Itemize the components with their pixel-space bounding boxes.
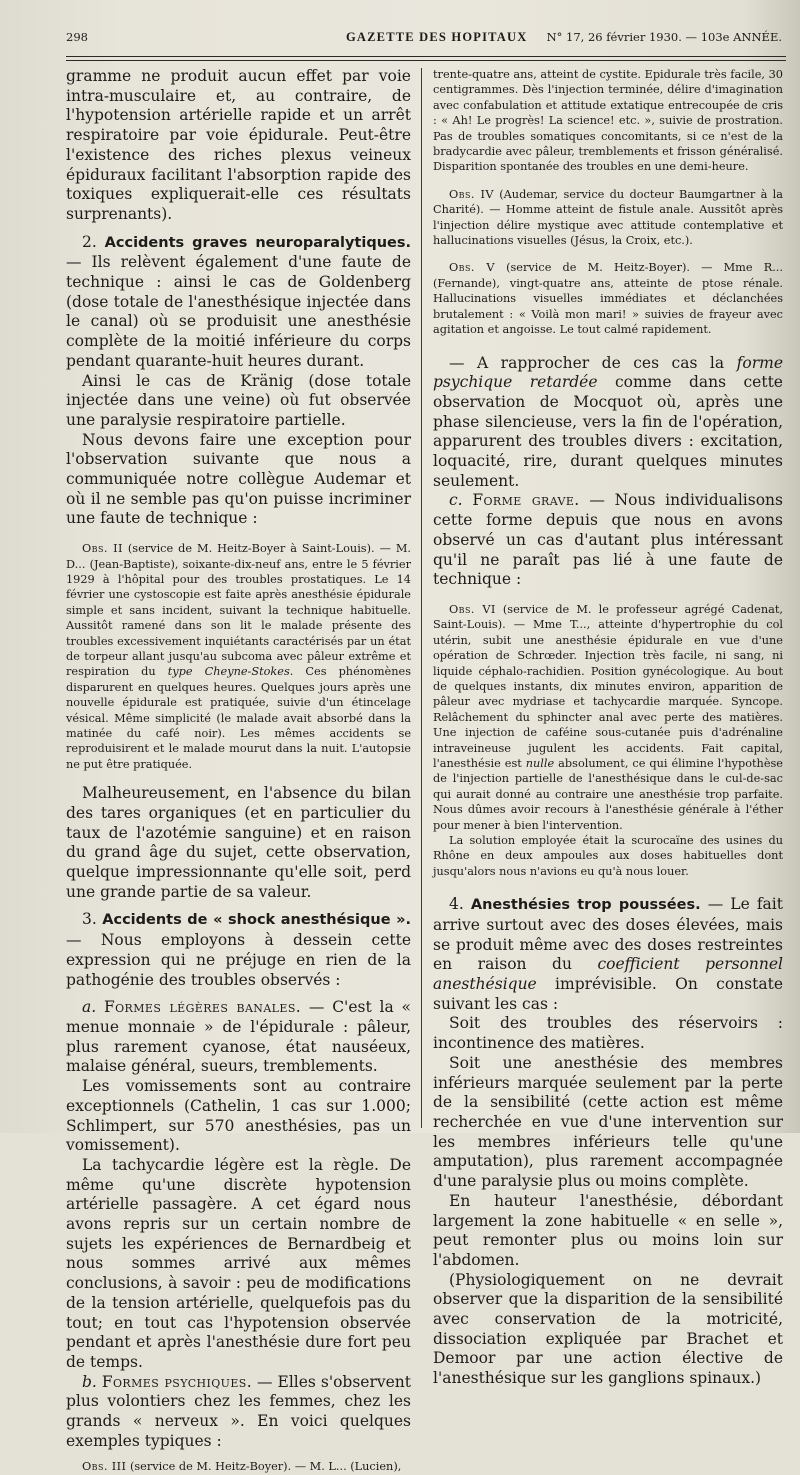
section-heading: Accidents de « shock anesthésique ». (102, 912, 411, 929)
paragraph-text: — Nous individualisons cette forme depuis que nous en avons observé un cas d'autant plus intéressant qu'il ne paraît pas lié à une faute de technique : (433, 491, 783, 589)
column-divider (421, 68, 422, 1128)
observation-text: absolument, ce qui élimine l'hypothèse de l'injection partielle de l'anesthésique dans le cul-de-sac qui aurait donné au contraire une anesthésie trop parfaite. Nous dûmes avoir recours à l'anesthésie générale à l'éther pour mener à bien l'intervention. (433, 757, 783, 832)
paragraph: La tachycardie légère est la règle. De même qu'une discrète hypotension artérielle passagère. A cet égard nous avons repris sur un certain nombre de sujets les expériences de Bernardbeig et nous sommes arrivé aux mêmes conclusions, à savoir : peu de modifications de la tension artérielle, quelquefois pas du tout; en tout cas l'hypotension observée pendant et après l'anesthésie dure fort peu de temps. (66, 1155, 411, 1371)
paragraph-text: — Nous employons à dessein cette expression qui ne préjuge en rien de la pathogénie des troubles observés : (66, 931, 411, 989)
issue-info: N° 17, 26 février 1930. — 103e ANNÉE. (546, 30, 782, 44)
italic-text: coefficient personnel anesthésique (433, 955, 783, 994)
section-3 (66, 910, 411, 990)
observation-text: (service de M. Heitz-Boyer à Saint-Louis). — M. D... (Jean-Baptiste), soixante-dix-neuf ans, entre le 5 février 1929 à l'hôpital pour des troubles prostatiques. Le 14 février une cystoscopie est faite après anesthésie épidurale simple et sans incident, suivant la technique habituelle. Aussitôt ramené dans son lit le malade présente des troubles excessivement inquiétants caractérisés par un état de torpeur allant jusqu'au subcoma avec pâleur extrême et respiration du (66, 542, 412, 679)
page-number: 298 (66, 30, 88, 44)
subsection-letter: b. (82, 1372, 102, 1391)
subsection-heading: Forme grave. (472, 491, 580, 510)
paragraph-text: comme dans cette observation de Mocquot où, après une phase silencieuse, vers la fin de l'opération, apparurent des troubles divers : excitation, loquacité, rire, durant quelques minutes seulement. (433, 373, 783, 490)
paragraph-text: — Le fait arrive surtout avec des doses élevées, mais se produit même avec des doses restreintes en raison du (433, 895, 783, 974)
page-header (66, 30, 784, 56)
observation-label: Obs. VI (449, 602, 496, 616)
subsection-a (66, 998, 411, 1077)
paragraph-text: imprévisible. On constate suivant les cas : (433, 975, 783, 1013)
observation-6-note: La solution employée était la scurocaïne des usines du Rhône en deux ampoules aux doses habituelles dont jusqu'alors nous n'avions eu qu'à nous louer. (433, 834, 783, 878)
italic-text: type Cheyne-Stokes (167, 665, 290, 679)
subsection-heading: Formes légères banales. (103, 998, 302, 1017)
observation-2 (66, 541, 411, 772)
paragraph: (Physiologiquement on ne devrait observer que la disparition de la sensibilité avec conservation de la motricité, dissociation expliquée par Brachet et Demoor par une action élective de l'anesthésique sur les ganglions spinaux.) (433, 1270, 783, 1388)
left-column (66, 67, 411, 1475)
observation-label: Obs. V (449, 261, 495, 275)
paragraph-text: — Ils relèvent également d'une faute de technique : ainsi le cas de Goldenberg (dose totale de l'anesthésique injectée dans le canal) où se produisit une anesthésie complète de la moitié inférieure du corps pendant quarante-huit heures durant. (66, 253, 411, 370)
observation-text: (Audemar, service du docteur Baumgartner à la Charité). — Homme atteint de fistule anale. Aussitôt après l'injection délire mystique avec attitude contemplative et hallucinations visuelles (Jésus, la Croix, etc.). (433, 187, 783, 248)
section-number: 2. (82, 232, 105, 251)
paragraph: gramme ne produit aucun effet par voie intra-musculaire et, au contraire, de l'hypotension artérielle rapide et un arrêt respiratoire par voie épidurale. Peut-être l'existence des riches plexus veineux épiduraux facilitant l'absorption rapide des toxiques expliquerait-elle ces résultats surprenants). (66, 67, 411, 223)
section-4 (433, 895, 783, 1014)
section-heading: Anesthésies trop poussées. (470, 897, 701, 914)
paragraph: Ainsi le cas de Kränig (dose totale injectée dans une veine) où fut observée une paralysie respiratoire partielle. (66, 371, 411, 429)
journal-title: GAZETTE DES HOPITAUX (346, 30, 528, 44)
observation-text: . Ces phénomènes disparurent en quelques heures. Quelques jours après une nouvelle épidurale est pratiquée, suivie d'un étincelage vésical. Même simplicité (le malade avait absorbé dans la matinée du café noir). Les mêmes accidents se reproduisirent et le malade mourut dans la nuit. L'autopsie ne put être pratiquée. (66, 665, 411, 771)
paragraph-text: — A rapprocher de ces cas la (449, 353, 737, 372)
observation-label: Obs. IV (449, 187, 494, 201)
section-2 (66, 233, 411, 372)
paragraph (433, 354, 783, 492)
observation-6 (433, 602, 783, 833)
paragraph: Les vomissements sont au contraire exceptionnels (Cathelin, 1 cas sur 1.000; Schlimpert, sur 570 anesthésies, pas un vomissement). (66, 1077, 411, 1155)
paragraph-text: — Elles s'observent plus volontiers chez les femmes, chez les grands « nerveux ». En voici quelques exemples typiques : (66, 1372, 412, 1450)
observation-5 (433, 260, 783, 337)
paragraph: Soit des troubles des réservoirs : incontinence des matières. (433, 1014, 783, 1053)
observation-4 (433, 187, 783, 249)
observation-text: (service de M. le professeur agrégé Cadenat, Saint-Louis). — Mme T..., atteinte d'hypertrophie du col utérin, subit une anesthésie épidurale en vue d'une opération de Schrœder. Injection très facile, ni sang, ni liquide céphalo-rachidien. Position gynécologique. Au bout de quelques instants, dix minutes environ, apparition de pâleur avec mydriase et tachycardie marquée. Syncope. Relâchement du sphincter anal avec perte des matières. Une injection de caféine sous-cutanée puis d'adrénaline intraveineuse jugulent les accidents. Fait capital, l'anesthésie est (433, 602, 783, 770)
paragraph-text: — C'est la « menue monnaie » de l'épidurale : pâleur, plus rarement cyanose, état nauséeux, malaise général, sueurs, tremblements. (66, 998, 411, 1076)
observation-text: (service de M. Heitz-Boyer). — Mme R... (Fernande), vingt-quatre ans, atteinte de ptose rénale. Hallucinations visuelles immédiates et déclanchées brutalement : « Voilà mon mari! » suivies de frayeur avec agitation et angoisse. Le tout calmé rapidement. (433, 261, 783, 337)
subsection-letter: c. (449, 491, 473, 510)
paragraph: Soit une anesthésie des membres inférieurs marquée seulement par la perte de la sensibilité (cette action est même recherchée en vue d'une intervention sur les membres inférieurs telle qu'une amputation), plus rarement accompagnée d'une paralysie plus ou moins complète. (433, 1053, 783, 1191)
paragraph: Malheureusement, en l'absence du bilan des tares organiques (et en particulier du taux de l'azotémie sanguine) et en raison du grand âge du sujet, cette observation, quelque impressionnante qu'elle soit, perd une grande partie de sa valeur. (66, 784, 411, 901)
right-column (433, 67, 783, 1389)
section-heading: Accidents graves neuroparalytiques. (104, 234, 412, 251)
header-rule-thin (66, 60, 786, 61)
section-number: 4. (449, 895, 471, 914)
observation-3 (66, 1459, 411, 1474)
paragraph: En hauteur l'anesthésie, débordant largement la zone habituelle « en selle », peut remonter plus ou moins loin sur l'abdomen. (433, 1191, 783, 1269)
header-rule-thick (66, 56, 786, 57)
observation-label: Obs. II (82, 542, 123, 556)
italic-text: forme psychique retardée (433, 353, 783, 392)
observation-3-continued: trente-quatre ans, atteint de cystite. Epidurale très facile, 30 centigrammes. Dès l'injection terminée, délire d'imagination avec confabulation et attitude extatique entrecoupée de cris : « Ah! Le progrès! La science! etc. », suivie de prostration. Pas de troubles somatiques concomitants, si ce n'est de la bradycardie avec pâleur, tremblements et frisson généralisé. Disparition spontanée des troubles en une demi-heure. (433, 68, 783, 174)
observation-label: Obs. III (82, 1460, 127, 1474)
subsection-heading: Formes psychiques. (101, 1372, 253, 1391)
observation-text: (service de M. Heitz-Boyer). — M. L... (Lucien), (126, 1460, 402, 1474)
subsection-c (433, 491, 783, 590)
paragraph: Nous devons faire une exception pour l'observation suivante que nous a communiquée notre collègue Audemar et où il ne semble pas qu'on puisse incriminer une faute de technique : (66, 430, 411, 528)
italic-text: nulle (525, 757, 555, 770)
subsection-b (66, 1373, 411, 1452)
subsection-letter: a. (82, 998, 104, 1017)
section-number: 3. (82, 910, 103, 929)
